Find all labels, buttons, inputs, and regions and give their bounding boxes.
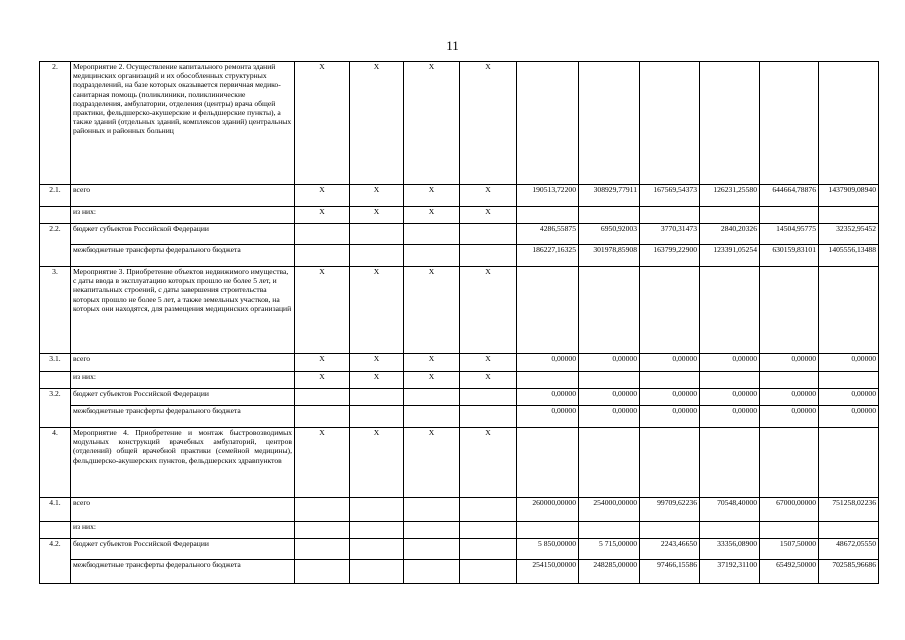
value-cell	[760, 428, 819, 498]
value-cell: 167569,54373	[640, 185, 700, 207]
x-mark-cell	[350, 406, 404, 428]
value-cell	[760, 522, 819, 539]
value-cell: 123391,05254	[700, 245, 760, 267]
value-cell	[579, 428, 640, 498]
x-mark-cell	[350, 560, 404, 584]
value-cell: 0,00000	[760, 389, 819, 406]
row-number-cell	[40, 207, 71, 224]
value-cell: 0,00000	[640, 354, 700, 372]
x-mark-cell: Х	[404, 354, 460, 372]
value-cell: 163799,22900	[640, 245, 700, 267]
x-mark-cell	[404, 245, 460, 267]
row-description-cell: всего	[71, 185, 295, 207]
value-cell: 2840,20326	[700, 224, 760, 245]
x-mark-cell: Х	[350, 428, 404, 498]
value-cell: 70548,40000	[700, 498, 760, 522]
value-cell	[819, 62, 879, 185]
row-description-cell: из них:	[71, 207, 295, 224]
row-description-cell: Мероприятие 2. Осуществление капитального ремонта зданий медицинских организаций и их обособленных структурных подразделений, на базе которых оказывается первичная медико-санитарная помощь (поликлиники, поликлинические подразделения, амбулатории, отделения (центры) врача общей практики, фельдшерско-акушерские и фельдшерские пункты), а также зданий (отдельных зданий, комплексов зданий) центральных районных и районных больниц	[71, 62, 295, 185]
row-description-cell: бюджет субъектов Российской Федерации	[71, 224, 295, 245]
value-cell	[640, 372, 700, 389]
row-number-cell: 3.	[40, 267, 71, 354]
value-cell	[700, 372, 760, 389]
x-mark-cell	[404, 389, 460, 406]
value-cell: 0,00000	[700, 354, 760, 372]
value-cell: 4286,55875	[517, 224, 579, 245]
value-cell: 33356,08900	[700, 539, 760, 560]
value-cell	[640, 267, 700, 354]
row-description-cell: Мероприятие 3. Приобретение объектов недвижимого имущества, с даты ввода в эксплуатацию которых прошло не более 5 лет, и некапитальных строений, с даты завершения строительства которых прошло не более 5 лет, а также земельных участков, на которых они находятся, для размещения медицинских организаций	[71, 267, 295, 354]
x-mark-cell: Х	[350, 372, 404, 389]
value-cell	[579, 267, 640, 354]
x-mark-cell	[460, 498, 517, 522]
x-mark-cell: Х	[404, 62, 460, 185]
x-mark-cell	[460, 539, 517, 560]
value-cell: 190513,72200	[517, 185, 579, 207]
value-cell: 65492,50000	[760, 560, 819, 584]
value-cell: 126231,25580	[700, 185, 760, 207]
value-cell: 99709,62236	[640, 498, 700, 522]
table-row	[40, 185, 879, 207]
row-number-cell: 2.	[40, 62, 71, 185]
row-description-cell: межбюджетные трансферты федерального бюджета	[71, 560, 295, 584]
value-cell	[819, 267, 879, 354]
table-row	[40, 354, 879, 372]
value-cell: 186227,16325	[517, 245, 579, 267]
value-cell: 0,00000	[819, 406, 879, 428]
value-cell: 5 715,00000	[579, 539, 640, 560]
x-mark-cell: Х	[350, 185, 404, 207]
value-cell: 0,00000	[819, 354, 879, 372]
x-mark-cell: Х	[295, 207, 350, 224]
value-cell	[517, 207, 579, 224]
table-row	[40, 267, 879, 354]
value-cell	[760, 372, 819, 389]
value-cell	[517, 372, 579, 389]
x-mark-cell	[404, 406, 460, 428]
row-description-cell: бюджет субъектов Российской Федерации	[71, 389, 295, 406]
value-cell: 0,00000	[700, 389, 760, 406]
row-number-cell: 3.2.	[40, 389, 71, 428]
x-mark-cell: Х	[404, 372, 460, 389]
table-row	[40, 224, 879, 245]
x-mark-cell	[460, 245, 517, 267]
table-row	[40, 428, 879, 498]
x-mark-cell: Х	[350, 207, 404, 224]
value-cell: 1507,50000	[760, 539, 819, 560]
value-cell: 630159,83101	[760, 245, 819, 267]
x-mark-cell	[295, 406, 350, 428]
value-cell: 254150,00000	[517, 560, 579, 584]
row-number-cell: 4.1.	[40, 498, 71, 522]
value-cell	[760, 267, 819, 354]
page-number: 11	[446, 38, 459, 53]
value-cell	[640, 522, 700, 539]
x-mark-cell	[460, 522, 517, 539]
value-cell: 260000,00000	[517, 498, 579, 522]
value-cell: 32352,95452	[819, 224, 879, 245]
x-mark-cell: Х	[350, 267, 404, 354]
row-number-cell	[40, 522, 71, 539]
x-mark-cell	[295, 539, 350, 560]
value-cell	[819, 372, 879, 389]
value-cell	[579, 522, 640, 539]
x-mark-cell: Х	[350, 354, 404, 372]
x-mark-cell: Х	[460, 185, 517, 207]
x-mark-cell: Х	[460, 372, 517, 389]
x-mark-cell: Х	[350, 62, 404, 185]
row-number-cell: 2.2.	[40, 224, 71, 267]
value-cell: 0,00000	[819, 389, 879, 406]
x-mark-cell	[295, 560, 350, 584]
table-row	[40, 406, 879, 428]
table-row	[40, 207, 879, 224]
table-row	[40, 522, 879, 539]
value-cell: 1405556,13488	[819, 245, 879, 267]
value-cell: 97466,15586	[640, 560, 700, 584]
row-description-cell: межбюджетные трансферты федерального бюджета	[71, 406, 295, 428]
value-cell	[579, 372, 640, 389]
x-mark-cell	[295, 522, 350, 539]
x-mark-cell: Х	[404, 185, 460, 207]
value-cell	[517, 267, 579, 354]
value-cell: 0,00000	[517, 354, 579, 372]
value-cell	[640, 207, 700, 224]
value-cell: 0,00000	[640, 406, 700, 428]
x-mark-cell: Х	[295, 372, 350, 389]
x-mark-cell	[295, 389, 350, 406]
value-cell: 0,00000	[579, 354, 640, 372]
value-cell: 0,00000	[517, 406, 579, 428]
value-cell	[579, 62, 640, 185]
x-mark-cell	[404, 498, 460, 522]
x-mark-cell	[460, 224, 517, 245]
x-mark-cell	[460, 560, 517, 584]
row-number-cell: 2.1.	[40, 185, 71, 207]
value-cell	[819, 207, 879, 224]
x-mark-cell	[350, 498, 404, 522]
value-cell: 0,00000	[640, 389, 700, 406]
x-mark-cell: Х	[460, 62, 517, 185]
value-cell	[700, 522, 760, 539]
x-mark-cell	[295, 498, 350, 522]
value-cell: 1437909,08940	[819, 185, 879, 207]
table-body	[40, 62, 879, 584]
x-mark-cell: Х	[295, 267, 350, 354]
x-mark-cell	[350, 245, 404, 267]
x-mark-cell	[350, 539, 404, 560]
row-number-cell	[40, 372, 71, 389]
row-number-cell: 4.2.	[40, 539, 71, 584]
x-mark-cell	[350, 522, 404, 539]
row-description-cell: из них:	[71, 522, 295, 539]
table-row	[40, 372, 879, 389]
x-mark-cell	[404, 560, 460, 584]
value-cell: 0,00000	[760, 354, 819, 372]
value-cell	[640, 62, 700, 185]
x-mark-cell: Х	[404, 267, 460, 354]
value-cell: 67000,00000	[760, 498, 819, 522]
x-mark-cell	[404, 224, 460, 245]
x-mark-cell: Х	[460, 354, 517, 372]
table-row	[40, 560, 879, 584]
value-cell: 0,00000	[700, 406, 760, 428]
row-description-cell: из них:	[71, 372, 295, 389]
value-cell	[517, 428, 579, 498]
value-cell	[517, 522, 579, 539]
table-row	[40, 62, 879, 185]
value-cell: 254000,00000	[579, 498, 640, 522]
value-cell: 6950,92003	[579, 224, 640, 245]
value-cell: 248285,00000	[579, 560, 640, 584]
value-cell: 751258,02236	[819, 498, 879, 522]
x-mark-cell: Х	[460, 267, 517, 354]
x-mark-cell	[404, 522, 460, 539]
table-row	[40, 245, 879, 267]
value-cell: 0,00000	[579, 389, 640, 406]
x-mark-cell	[295, 245, 350, 267]
value-cell	[760, 207, 819, 224]
x-mark-cell: Х	[460, 207, 517, 224]
value-cell: 0,00000	[579, 406, 640, 428]
value-cell: 644664,78876	[760, 185, 819, 207]
table-row	[40, 539, 879, 560]
value-cell	[517, 62, 579, 185]
value-cell	[700, 267, 760, 354]
row-number-cell: 3.1.	[40, 354, 71, 372]
value-cell	[700, 207, 760, 224]
value-cell: 0,00000	[517, 389, 579, 406]
x-mark-cell: Х	[404, 207, 460, 224]
value-cell: 5 850,00000	[517, 539, 579, 560]
x-mark-cell	[460, 389, 517, 406]
value-cell: 301978,85908	[579, 245, 640, 267]
row-description-cell: бюджет субъектов Российской Федерации	[71, 539, 295, 560]
row-description-cell: всего	[71, 354, 295, 372]
table-row	[40, 389, 879, 406]
x-mark-cell: Х	[295, 62, 350, 185]
value-cell: 3770,31473	[640, 224, 700, 245]
value-cell: 48672,05550	[819, 539, 879, 560]
row-number-cell: 4.	[40, 428, 71, 498]
value-cell	[819, 522, 879, 539]
x-mark-cell: Х	[295, 428, 350, 498]
x-mark-cell	[295, 224, 350, 245]
x-mark-cell	[350, 224, 404, 245]
value-cell	[640, 428, 700, 498]
value-cell: 37192,31100	[700, 560, 760, 584]
x-mark-cell: Х	[460, 428, 517, 498]
x-mark-cell: Х	[295, 354, 350, 372]
value-cell: 308929,77911	[579, 185, 640, 207]
value-cell: 2243,46650	[640, 539, 700, 560]
row-description-cell: Мероприятие 4. Приобретение и монтаж быстровозводимых модульных конструкций врачебных амбулаторий, центров (отделений) общей врачебной практики (семейной медицины), фельдшерско-акушерских пунктов, фельдшерских здравпунктов	[71, 428, 295, 498]
x-mark-cell: Х	[404, 428, 460, 498]
value-cell	[700, 62, 760, 185]
x-mark-cell	[404, 539, 460, 560]
table-row	[40, 498, 879, 522]
row-description-cell: межбюджетные трансферты федерального бюджета	[71, 245, 295, 267]
funding-table	[39, 61, 879, 584]
x-mark-cell: Х	[295, 185, 350, 207]
value-cell: 0,00000	[760, 406, 819, 428]
value-cell: 14504,95775	[760, 224, 819, 245]
value-cell	[819, 428, 879, 498]
x-mark-cell	[460, 406, 517, 428]
value-cell: 702585,96686	[819, 560, 879, 584]
x-mark-cell	[350, 389, 404, 406]
value-cell	[760, 62, 819, 185]
value-cell	[579, 207, 640, 224]
row-description-cell: всего	[71, 498, 295, 522]
value-cell	[700, 428, 760, 498]
